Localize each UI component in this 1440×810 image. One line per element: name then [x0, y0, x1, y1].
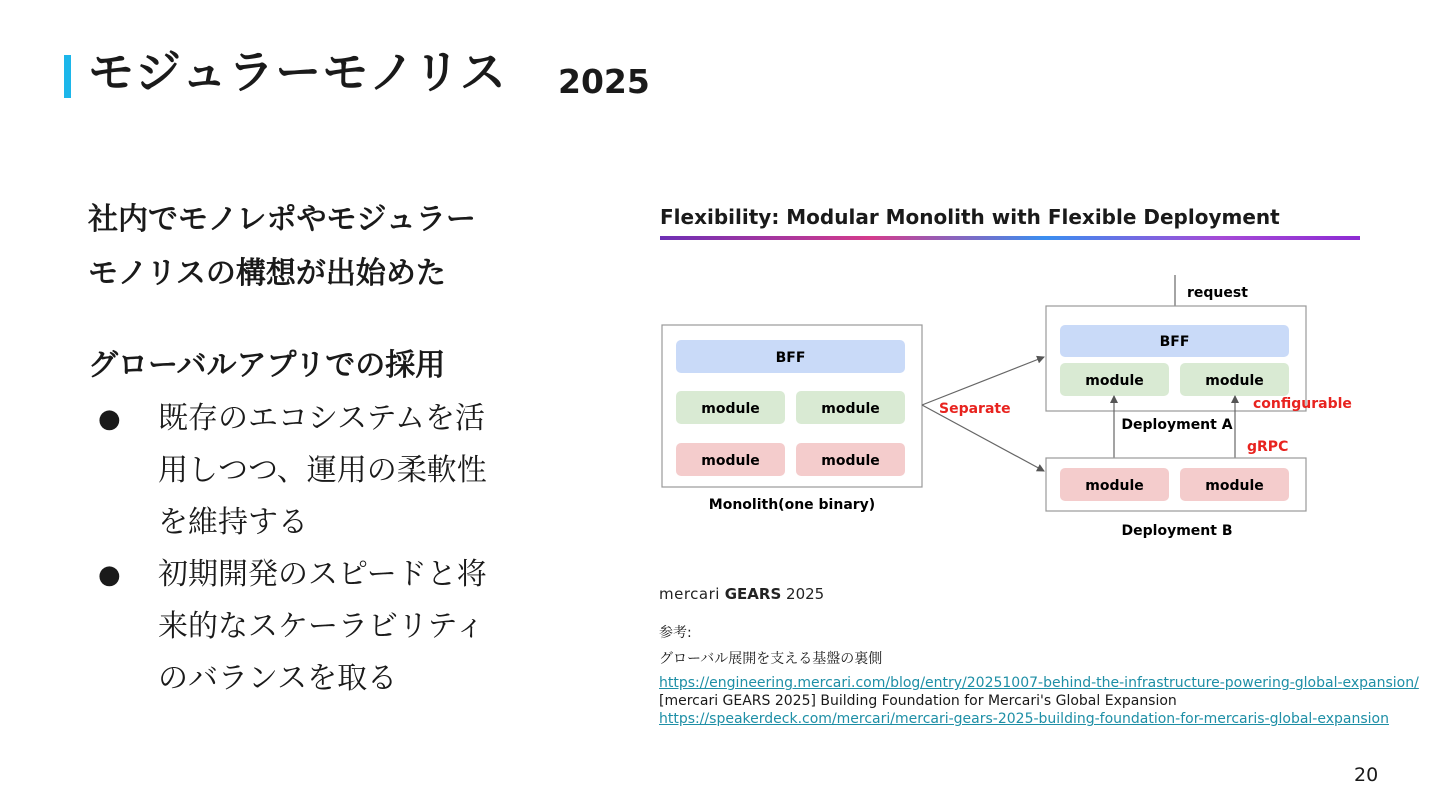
module-label: module: [701, 453, 760, 469]
module-label: module: [1085, 373, 1144, 389]
heading-monorepo-line2: モノリスの構想が出始めた: [88, 256, 446, 291]
deployment-a-bff-label: BFF: [1159, 334, 1190, 350]
slide-title: モジュラーモノリス: [88, 45, 507, 99]
bullet-list: [88, 393, 558, 705]
brand-gears: GEARS: [724, 585, 782, 603]
heading-global-app: グローバルアプリでの採用: [88, 348, 446, 383]
architecture-diagram: [655, 265, 1375, 555]
bullet-line: を維持する: [158, 505, 308, 540]
separate-label: Separate: [939, 401, 1011, 417]
brand-year: 2025: [786, 585, 825, 603]
bullet-line: 用しつつ、運用の柔軟性: [158, 453, 487, 488]
reference-2-link[interactable]: https://speakerdeck.com/mercari/mercari-gears-2025-building-foundation-for-mercaris-global-expansion: [659, 711, 1389, 727]
bullet-line: のバランスを取る: [158, 661, 398, 696]
bullet-item: [88, 393, 558, 549]
left-content: [88, 193, 558, 705]
separate-arrow-a: [922, 357, 1044, 405]
grpc-label: gRPC: [1247, 439, 1289, 455]
figure-gradient-rule: [660, 236, 1360, 240]
bullet-item: [88, 549, 558, 705]
module-label: module: [1205, 478, 1264, 494]
brand-word: mercari: [659, 585, 720, 603]
monolith-bff-label: BFF: [775, 350, 806, 366]
configurable-label: configurable: [1253, 396, 1352, 412]
bullet-line: 既存のエコシステムを活: [158, 401, 485, 436]
bullet-line: 来的なスケーラビリティ: [158, 609, 485, 644]
reference-1-link[interactable]: https://engineering.mercari.com/blog/entry/20251007-behind-the-infrastructure-powering-global-expansion/: [659, 675, 1419, 691]
module-label: module: [1085, 478, 1144, 494]
monolith-label: Monolith(one binary): [708, 497, 876, 513]
reference-1-title: グローバル展開を支える基盤の裏側: [659, 651, 883, 667]
reference-2-title: [mercari GEARS 2025] Building Foundation for Mercari's Global Expansion: [659, 693, 1177, 709]
request-label: request: [1187, 285, 1248, 301]
module-label: module: [821, 453, 880, 469]
slide-title-year: 2025: [558, 62, 650, 101]
heading-monorepo-line1: 社内でモノレポやモジュラー: [88, 202, 476, 237]
deployment-b-label: Deployment B: [1121, 523, 1233, 539]
module-label: module: [701, 401, 760, 417]
bullet-dot-icon: ●: [98, 404, 121, 434]
title-accent-bar: [64, 55, 71, 98]
bullet-dot-icon: ●: [98, 560, 121, 590]
bullet-line: 初期開発のスピードと将: [158, 557, 487, 592]
module-label: module: [1205, 373, 1264, 389]
mercari-gears-logo: [659, 585, 824, 603]
references-label: 参考:: [659, 625, 692, 641]
figure-title: Flexibility: Modular Monolith with Flexible Deployment: [660, 205, 1280, 229]
deployment-a-label: Deployment A: [1121, 417, 1233, 433]
module-label: module: [821, 401, 880, 417]
page-number: 20: [1354, 764, 1379, 786]
